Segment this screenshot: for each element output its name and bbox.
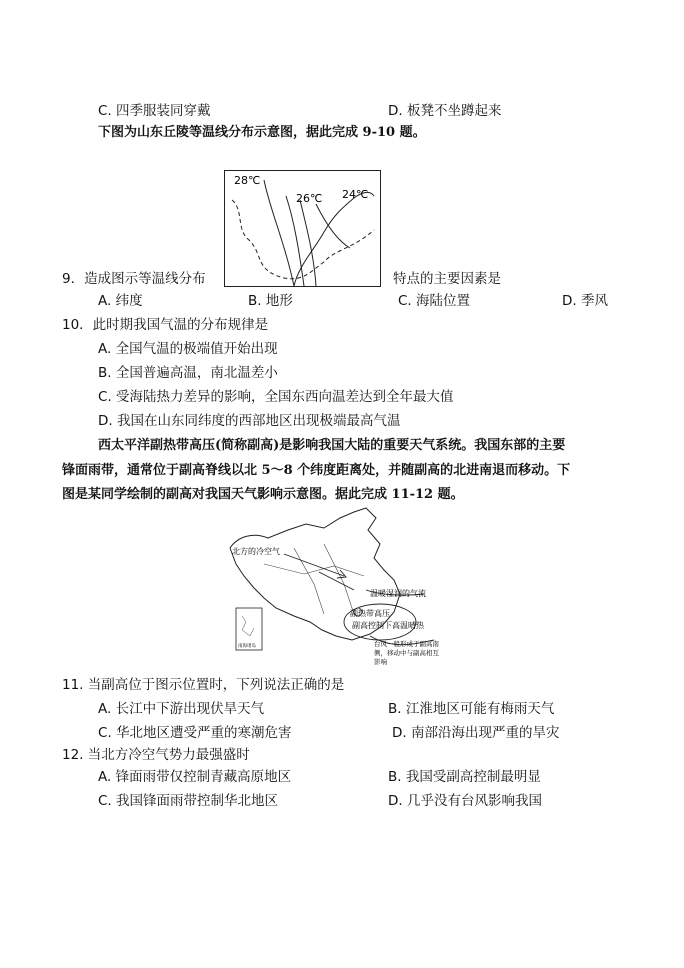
q9-option-c: C. 海陆位置 [398,293,471,309]
inset-label: 南海诸岛 [238,644,256,649]
subtropical-high-map [224,504,480,674]
intro-11-12-line3: 图是某同学绘制的副高对我国天气影响示意图。据此完成 11-12 题。 [62,487,464,502]
label-28: 28℃ [234,174,261,187]
typhoon-label-1: 台风一般形成于副高南 [374,640,439,648]
q8-option-c: C. 四季服装同穿戴 [98,103,211,119]
intro-11-12-line1: 西太平洋副热带高压(简称副高)是影响我国大陆的重要天气系统。我国东部的主要 [98,438,566,453]
intro-9-10: 下图为山东丘陵等温线分布示意图，据此完成 9-10 题。 [98,125,426,140]
q11-option-b: B. 江淮地区可能有梅雨天气 [388,701,555,717]
q11-option-d: D. 南部沿海出现严重的旱灾 [392,725,560,741]
intro-11-12-line2: 锋面雨带，通常位于副高脊线以北 5～8 个纬度距离处，并随副高的北进南退而移动。下 [62,463,571,478]
q8-option-d: D. 板凳不坐蹲起来 [388,103,502,119]
north-cold-label: 北方的冷空气 [232,547,280,556]
q12-option-a: A. 锋面雨带仅控制青藏高原地区 [98,769,292,785]
label-24: 24℃ [342,188,369,201]
q11-option-a: A. 长江中下游出现伏旱天气 [98,701,265,717]
q11-stem: 11. 当副高位于图示位置时，下列说法正确的是 [62,677,345,693]
subtropical-high-label: 副热带高压 [350,609,390,618]
q12-option-b: B. 我国受副高控制最明显 [388,769,541,785]
q9-option-a: A. 纬度 [98,293,143,309]
q10-option-d: D. 我国在山东同纬度的西部地区出现极端最高气温 [98,413,401,429]
q12-stem: 12. 当北方冷空气势力最强盛时 [62,747,250,763]
q9-stem-before: 9．造成图示等温线分布 [62,271,206,287]
q12-option-d: D. 几乎没有台风影响我国 [388,793,542,809]
q11-option-c: C. 华北地区遭受严重的寒潮危害 [98,725,292,741]
high-control-label: 副高控制下高温晴热 [352,621,424,630]
typhoon-label-2: 侧，移动中与副高相互 [374,649,439,657]
typhoon-label-3: 影响 [374,658,387,666]
q10-option-a: A. 全国气温的极端值开始出现 [98,341,278,357]
q10-stem: 10．此时期我国气温的分布规律是 [62,317,269,333]
q10-option-b: B. 全国普遍高温，南北温差小 [98,365,278,381]
q9-option-b: B. 地形 [248,293,293,309]
isotherm-map [224,170,381,287]
q9-option-d: D. 季风 [562,293,608,309]
q10-option-c: C. 受海陆热力差异的影响，全国东西向温差达到全年最大值 [98,389,454,405]
q9-stem-after: 特点的主要因素是 [393,271,501,287]
q12-option-c: C. 我国锋面雨带控制华北地区 [98,793,279,809]
warm-moist-label: 温暖湿润的气流 [370,589,426,598]
label-26: 26℃ [296,192,323,205]
